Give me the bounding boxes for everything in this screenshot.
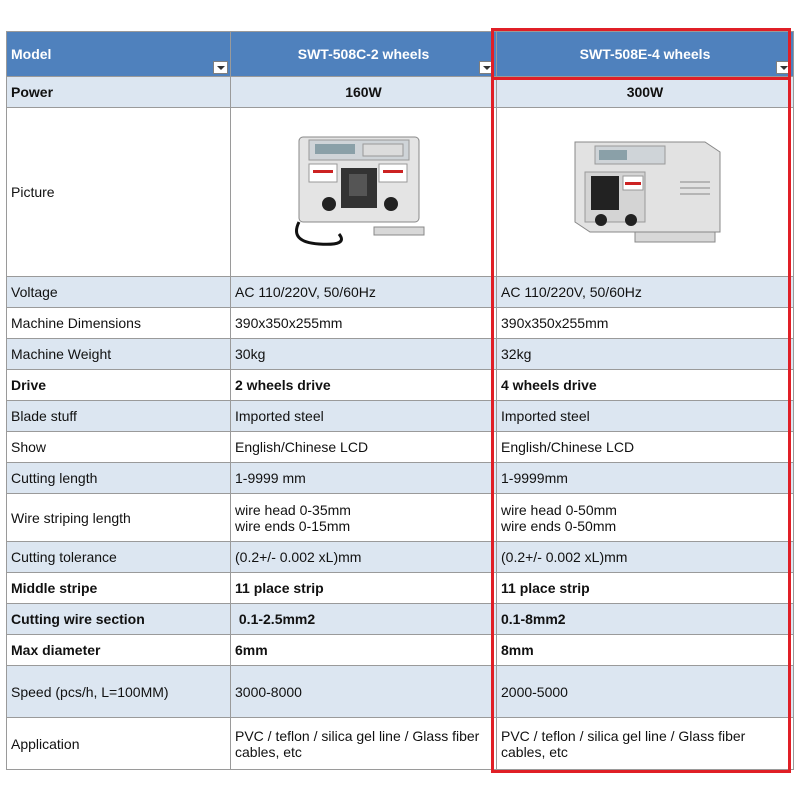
label-picture: Picture xyxy=(7,108,231,277)
label-voltage: Voltage xyxy=(7,277,231,308)
header-product-1-label: SWT-508C-2 wheels xyxy=(297,46,430,62)
value-middle-1: 11 place strip xyxy=(231,573,497,604)
value-show-1: English/Chinese LCD xyxy=(231,432,497,463)
row-middle xyxy=(7,573,794,604)
filter-dropdown-icon[interactable] xyxy=(213,61,228,74)
label-show: Show xyxy=(7,432,231,463)
value-tolerance-2: (0.2+/- 0.002 xL)mm xyxy=(497,542,794,573)
label-diameter: Max diameter xyxy=(7,635,231,666)
value-section-1: 0.1-2.5mm2 xyxy=(231,604,497,635)
filter-dropdown-icon[interactable] xyxy=(479,61,494,74)
value-application-1: PVC / teflon / silica gel line / Glass fiber cables, etc xyxy=(231,718,497,770)
value-tolerance-1: (0.2+/- 0.002 xL)mm xyxy=(231,542,497,573)
picture-cell-1 xyxy=(231,108,497,277)
value-striping-1-head: wire head 0-35mm xyxy=(235,501,351,518)
label-drive: Drive xyxy=(7,370,231,401)
label-striping: Wire striping length xyxy=(7,494,231,542)
row-show xyxy=(7,432,794,463)
row-section xyxy=(7,604,794,635)
label-application: Application xyxy=(7,718,231,770)
label-cutting-length: Cutting length xyxy=(7,463,231,494)
row-voltage xyxy=(7,277,794,308)
spec-table xyxy=(6,31,794,770)
value-drive-1: 2 wheels drive xyxy=(231,370,497,401)
value-weight-2: 32kg xyxy=(497,339,794,370)
value-cutting-length-2: 1-9999mm xyxy=(497,463,794,494)
value-cutting-length-1: 1-9999 mm xyxy=(231,463,497,494)
machine-image-1 xyxy=(279,122,449,262)
label-power: Power xyxy=(7,77,231,108)
filter-dropdown-icon[interactable] xyxy=(776,61,791,74)
value-striping-1 xyxy=(231,494,497,542)
value-dimensions-2: 390x350x255mm xyxy=(497,308,794,339)
row-speed xyxy=(7,666,794,718)
header-product-2[interactable] xyxy=(497,32,794,77)
value-diameter-1: 6mm xyxy=(231,635,497,666)
row-weight xyxy=(7,339,794,370)
label-section: Cutting wire section xyxy=(7,604,231,635)
row-diameter xyxy=(7,635,794,666)
row-cutting-length xyxy=(7,463,794,494)
value-power-2: 300W xyxy=(497,77,794,108)
value-voltage-2: AC 110/220V, 50/60Hz xyxy=(497,277,794,308)
header-model-label: Model xyxy=(11,46,52,62)
machine-image-2 xyxy=(555,122,735,262)
header-product-1[interactable] xyxy=(231,32,497,77)
header-model[interactable] xyxy=(7,32,231,77)
value-striping-2-ends: wire ends 0-50mm xyxy=(501,517,617,534)
value-weight-1: 30kg xyxy=(231,339,497,370)
label-middle: Middle stripe xyxy=(7,573,231,604)
row-picture xyxy=(7,108,794,277)
row-application xyxy=(7,718,794,770)
value-striping-2 xyxy=(497,494,794,542)
value-dimensions-1: 390x350x255mm xyxy=(231,308,497,339)
value-speed-2: 2000-5000 xyxy=(497,666,794,718)
row-blade xyxy=(7,401,794,432)
value-blade-1: Imported steel xyxy=(231,401,497,432)
value-drive-2: 4 wheels drive xyxy=(497,370,794,401)
row-tolerance xyxy=(7,542,794,573)
value-speed-1: 3000-8000 xyxy=(231,666,497,718)
label-speed: Speed (pcs/h, L=100MM) xyxy=(7,666,231,718)
value-voltage-1: AC 110/220V, 50/60Hz xyxy=(231,277,497,308)
label-weight: Machine Weight xyxy=(7,339,231,370)
row-power xyxy=(7,77,794,108)
row-drive xyxy=(7,370,794,401)
header-product-2-label: SWT-508E-4 wheels xyxy=(579,46,711,62)
value-blade-2: Imported steel xyxy=(497,401,794,432)
value-diameter-2: 8mm xyxy=(497,635,794,666)
value-show-2: English/Chinese LCD xyxy=(497,432,794,463)
label-tolerance: Cutting tolerance xyxy=(7,542,231,573)
value-power-1: 160W xyxy=(231,77,497,108)
header-row xyxy=(7,32,794,77)
row-striping xyxy=(7,494,794,542)
label-blade: Blade stuff xyxy=(7,401,231,432)
value-striping-1-ends: wire ends 0-15mm xyxy=(235,517,351,534)
value-striping-2-head: wire head 0-50mm xyxy=(501,501,617,518)
value-middle-2: 11 place strip xyxy=(497,573,794,604)
row-dimensions xyxy=(7,308,794,339)
value-application-2: PVC / teflon / silica gel line / Glass fiber cables, etc xyxy=(497,718,794,770)
picture-cell-2 xyxy=(497,108,794,277)
value-section-2: 0.1-8mm2 xyxy=(497,604,794,635)
label-dimensions: Machine Dimensions xyxy=(7,308,231,339)
